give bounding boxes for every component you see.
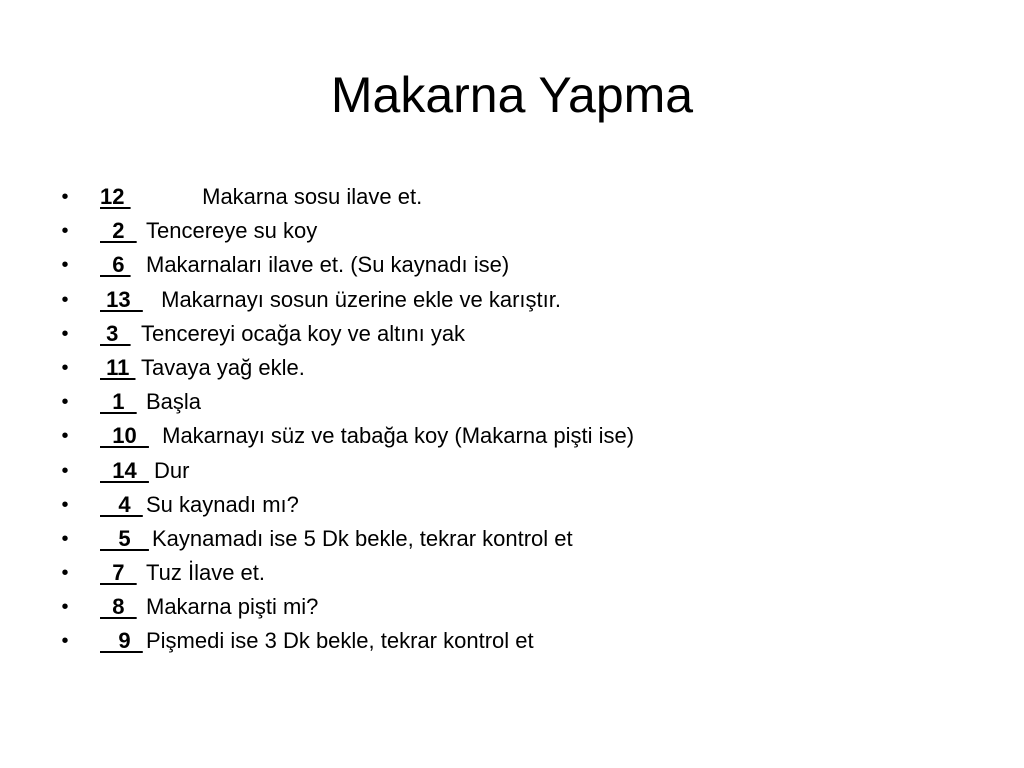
bullet-icon: •	[61, 459, 69, 482]
step-order-answer: 6	[100, 252, 131, 278]
step-text: Su kaynadı mı?	[146, 491, 299, 517]
step-text: Makarnayı sosun üzerine ekle ve karıştır.	[155, 286, 561, 312]
step-order-answer: 13	[100, 286, 143, 312]
step-order-answer: 10	[100, 423, 149, 449]
bullet-icon: •	[61, 220, 69, 243]
bullet-icon: •	[61, 391, 69, 414]
step-order-answer: 8	[100, 594, 137, 620]
bullet-icon: •	[61, 527, 69, 550]
step-order-answer: 7	[100, 560, 137, 586]
step-order-answer: 3	[100, 320, 131, 346]
bullet-icon: •	[61, 356, 69, 379]
bullet-icon: •	[61, 596, 69, 619]
step-text: Makarna sosu ilave et.	[196, 184, 423, 209]
bullet-icon: •	[61, 254, 69, 277]
step-text: Pişmedi ise 3 Dk bekle, tekrar kontrol et	[146, 628, 534, 654]
bullet-icon: •	[61, 493, 69, 516]
step-order-answer: 9	[100, 628, 143, 654]
bullet-icon: •	[61, 288, 69, 311]
step-text: Başla	[146, 389, 202, 415]
step-order-answer: 12	[100, 184, 131, 209]
step-text: Dur	[154, 457, 190, 483]
bullet-icon: •	[61, 322, 69, 345]
step-text: Makarnayı süz ve tabağa koy (Makarna pişti ise)	[156, 423, 635, 449]
step-text: Kaynamadı ise 5 Dk bekle, tekrar kontrol et	[152, 525, 573, 551]
step-text: Tencereyi ocağa koy ve altını yak	[141, 320, 466, 346]
step-order-answer: 11	[100, 354, 136, 380]
step-order-answer: 1	[100, 389, 137, 415]
bullet-icon: •	[61, 425, 69, 448]
step-text: Tuz İlave et.	[146, 560, 266, 586]
step-order-answer: 4	[100, 491, 143, 517]
slide-title: Makarna Yapma	[330, 67, 694, 123]
step-order-answer: 5	[100, 525, 149, 551]
step-text: Makarna pişti mi?	[146, 594, 319, 620]
step-text: Tencereye su koy	[146, 218, 318, 244]
step-order-answer: 14	[100, 457, 149, 483]
bullet-icon: •	[61, 562, 69, 585]
bullet-icon: •	[61, 186, 69, 208]
bullet-icon: •	[61, 630, 69, 653]
step-text: Tavaya yağ ekle.	[141, 354, 305, 380]
step-order-answer: 2	[100, 218, 137, 244]
step-text: Makarnaları ilave et. (Su kaynadı ise)	[146, 252, 510, 278]
